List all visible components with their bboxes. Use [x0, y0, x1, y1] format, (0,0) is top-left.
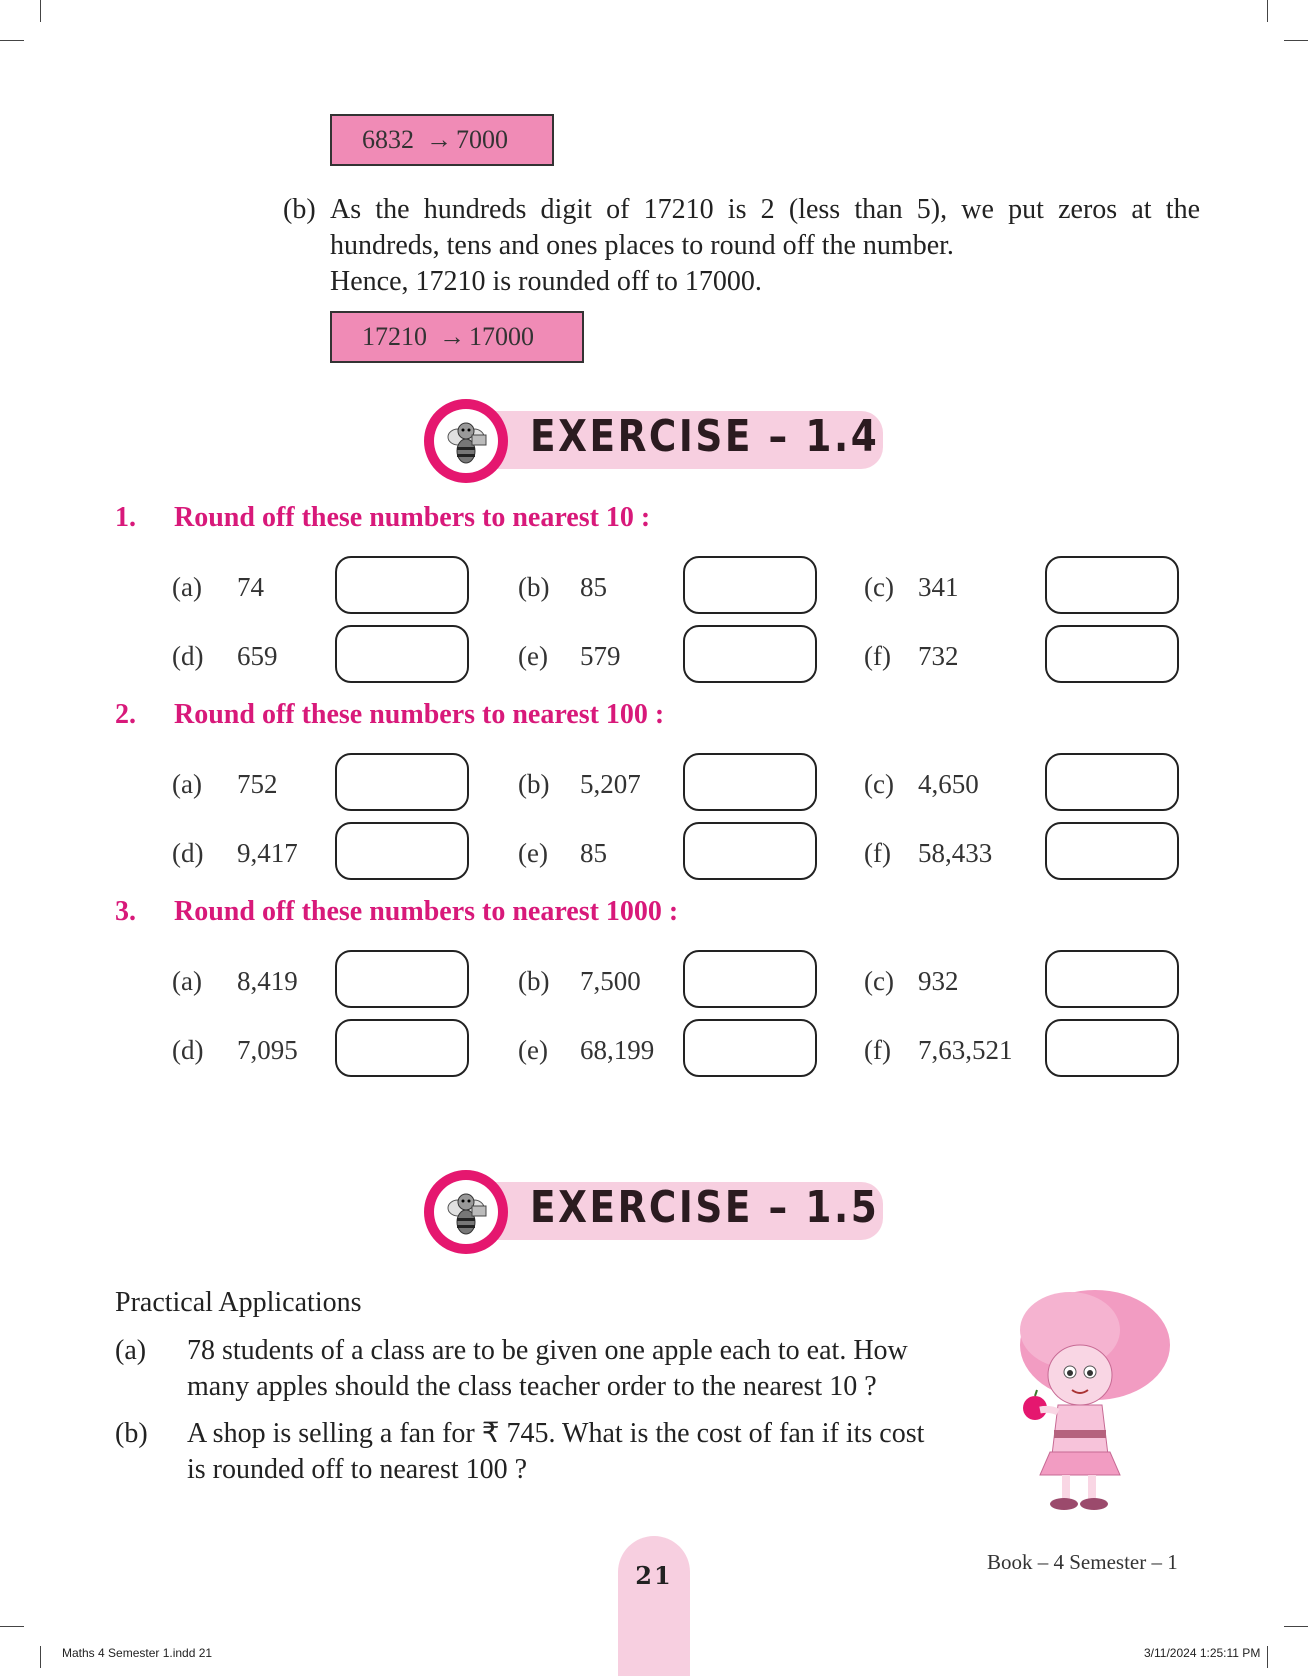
- question-number: 3.: [115, 896, 136, 927]
- file-name: Maths 4 Semester 1.indd 21: [62, 1646, 213, 1660]
- part-b-line3: Hence, 17210 is rounded off to 17000.: [330, 266, 762, 297]
- item-value: 4,650: [918, 769, 979, 799]
- exercise-header: [420, 395, 890, 485]
- answer-box[interactable]: [1045, 950, 1179, 1008]
- item-label: (b): [518, 769, 550, 799]
- item-value: 932: [918, 966, 959, 996]
- item-value: 7,63,521: [918, 1035, 1013, 1065]
- answer-box[interactable]: [1045, 625, 1179, 683]
- part-b-line2: hundreds, tens and ones places to round off the number.: [330, 230, 954, 261]
- item-label: (a): [172, 966, 202, 996]
- item-value: 732: [918, 641, 959, 671]
- item-value: 341: [918, 572, 959, 602]
- application-line2: is rounded off to nearest 100 ?: [187, 1454, 528, 1485]
- example-to: 7000: [456, 125, 508, 154]
- example-from: 6832: [362, 125, 414, 154]
- exercise-badge: [424, 399, 508, 483]
- item-value: 85: [580, 838, 607, 868]
- part-b-line1: As the hundreds digit of 17210 is 2 (less than 5), we put zeros at the: [330, 194, 1200, 225]
- answer-box[interactable]: [683, 1019, 817, 1077]
- answer-box[interactable]: [1045, 556, 1179, 614]
- book-info: Book – 4 Semester – 1: [987, 1550, 1178, 1574]
- section-heading: Practical Applications: [115, 1287, 362, 1318]
- bee-mascot-icon: [434, 1180, 498, 1244]
- crop-mark: [1284, 40, 1308, 41]
- item-value: 85: [580, 572, 607, 602]
- answer-box[interactable]: [683, 556, 817, 614]
- item-value: 68,199: [580, 1035, 655, 1065]
- item-value: 7,500: [580, 966, 641, 996]
- crop-mark: [1284, 1626, 1308, 1627]
- item-label: (a): [172, 769, 202, 799]
- answer-box[interactable]: [683, 753, 817, 811]
- arrow-icon: →: [426, 125, 452, 154]
- example-to: 17000: [469, 322, 534, 351]
- item-label: (e): [518, 641, 548, 671]
- exercise-badge: [424, 1170, 508, 1254]
- application-label: (b): [115, 1418, 148, 1449]
- answer-box[interactable]: [683, 625, 817, 683]
- crop-mark: [0, 40, 24, 41]
- exercise-title: EXERCISE – 1.4: [530, 411, 880, 462]
- answer-box[interactable]: [335, 625, 469, 683]
- item-value: 579: [580, 641, 621, 671]
- crop-mark: [1267, 1646, 1268, 1668]
- item-label: (d): [172, 838, 204, 868]
- item-label: (c): [864, 572, 894, 602]
- answer-box[interactable]: [335, 556, 469, 614]
- item-label: (e): [518, 838, 548, 868]
- application-label: (a): [115, 1335, 147, 1366]
- item-label: (f): [864, 838, 891, 868]
- answer-box[interactable]: [683, 950, 817, 1008]
- exercise-title: EXERCISE – 1.5: [530, 1182, 880, 1233]
- answer-box[interactable]: [335, 753, 469, 811]
- answer-box[interactable]: [335, 950, 469, 1008]
- item-value: 8,419: [237, 966, 298, 996]
- item-label: (e): [518, 1035, 548, 1065]
- application-line1: 78 students of a class are to be given one apple each to eat. How: [187, 1335, 908, 1366]
- item-label: (d): [172, 1035, 204, 1065]
- item-label: (f): [864, 641, 891, 671]
- answer-box[interactable]: [1045, 1019, 1179, 1077]
- item-value: 7,095: [237, 1035, 298, 1065]
- exercise-header: [420, 1166, 890, 1256]
- item-label: (c): [864, 769, 894, 799]
- item-value: 58,433: [918, 838, 993, 868]
- application-line2: many apples should the class teacher order to the nearest 10 ?: [187, 1371, 877, 1402]
- timestamp: 3/11/2024 1:25:11 PM: [1144, 1646, 1261, 1660]
- page-number: 21: [635, 1561, 673, 1590]
- crop-mark: [1267, 0, 1268, 22]
- item-value: 9,417: [237, 838, 298, 868]
- item-value: 752: [237, 769, 278, 799]
- item-label: (c): [864, 966, 894, 996]
- example-result-box: [330, 311, 584, 363]
- answer-box[interactable]: [335, 1019, 469, 1077]
- item-label: (b): [518, 966, 550, 996]
- item-label: (a): [172, 572, 202, 602]
- item-value: 74: [237, 572, 264, 602]
- answer-box[interactable]: [1045, 753, 1179, 811]
- crop-mark: [40, 1646, 41, 1668]
- example-from: 17210: [362, 322, 427, 351]
- answer-box[interactable]: [683, 822, 817, 880]
- bee-mascot-icon: [434, 409, 498, 473]
- page-number-tab: [618, 1536, 690, 1676]
- item-label: (f): [864, 1035, 891, 1065]
- question-number: 1.: [115, 502, 136, 533]
- item-label: (d): [172, 641, 204, 671]
- question-text: Round off these numbers to nearest 100 :: [174, 699, 665, 730]
- item-label: (b): [518, 572, 550, 602]
- girl-with-apple-illustration: [1000, 1290, 1180, 1520]
- item-value: 659: [237, 641, 278, 671]
- arrow-icon: →: [439, 322, 465, 351]
- crop-mark: [40, 0, 41, 22]
- application-line1: A shop is selling a fan for ₹ 745. What is the cost of fan if its cost: [187, 1418, 925, 1449]
- example-result-box: [330, 114, 554, 166]
- question-text: Round off these numbers to nearest 10 :: [174, 502, 651, 533]
- crop-mark: [0, 1626, 24, 1627]
- question-text: Round off these numbers to nearest 1000 :: [174, 896, 679, 927]
- item-value: 5,207: [580, 769, 641, 799]
- answer-box[interactable]: [1045, 822, 1179, 880]
- question-number: 2.: [115, 699, 136, 730]
- answer-box[interactable]: [335, 822, 469, 880]
- part-b-label: (b): [283, 194, 316, 225]
